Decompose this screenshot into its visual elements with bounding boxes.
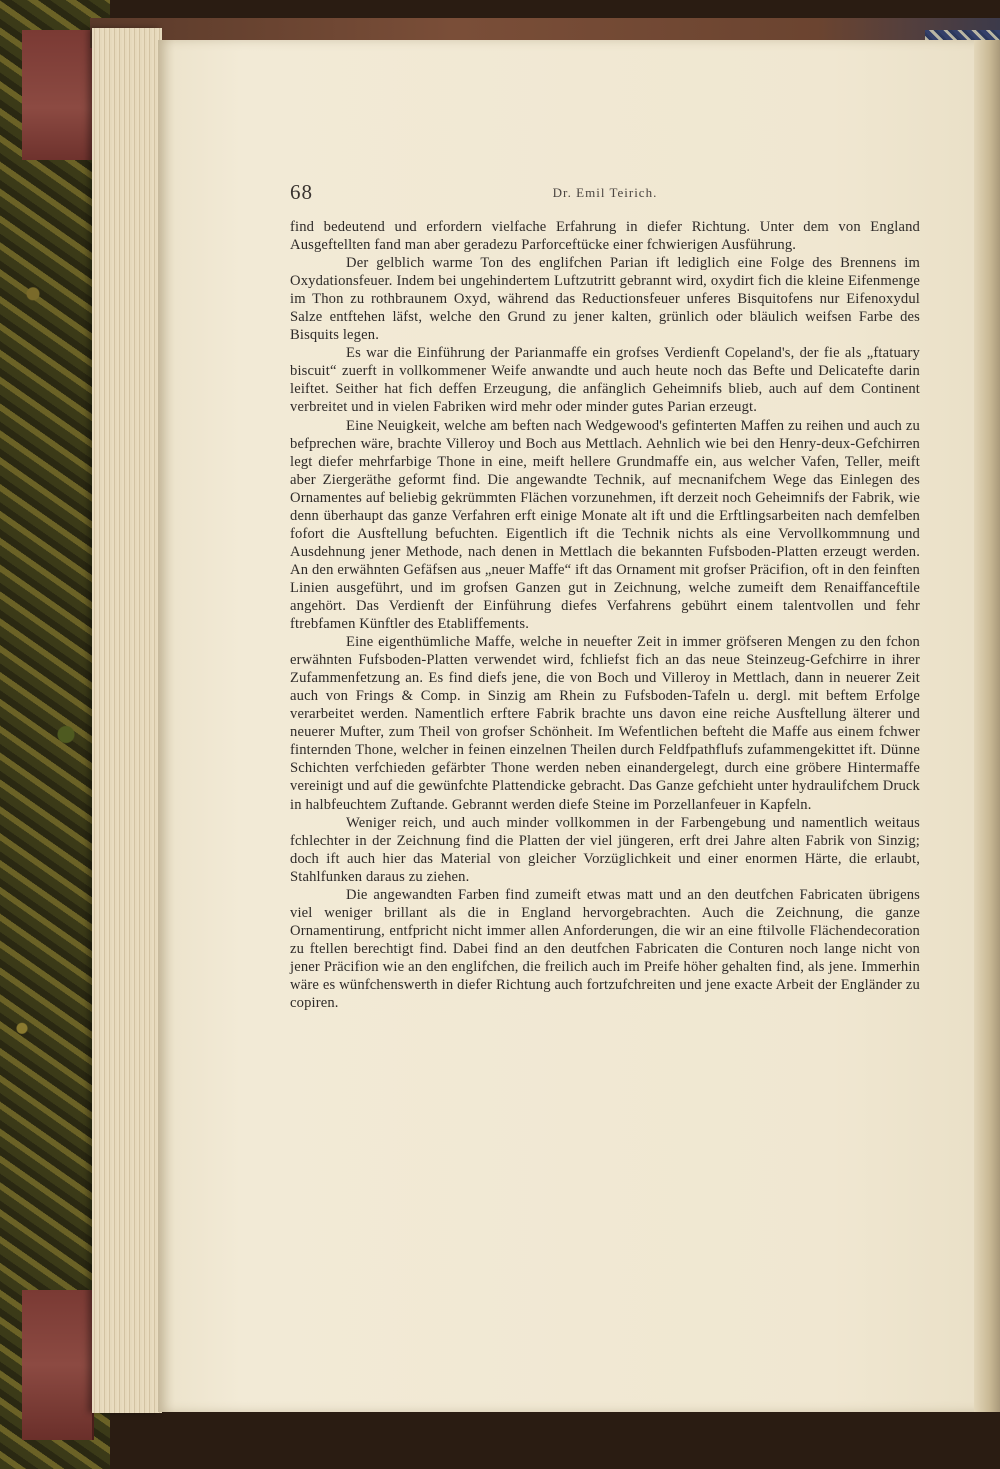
paragraph: Der gelblich warme Ton des englifchen Parian ift lediglich eine Folge des Brennens im Oxydationsfeuer. Indem bei ungehindertem Luftzutritt gebrannt wird, oxydirt fich die kleine Eifenmenge im Thon zu rothbraunem Oxyd, während das Reductionsfeuer unferes Bisquitofens nur Eifenoxydul Salze entftehen läfst, welche den Grund zu jener kalten, grünlich oder bläulich weifsen Farbe des Bisquits legen. <box>290 255 920 344</box>
paragraph: Es war die Einführung der Parianmaffe ein grofses Verdienft Copeland's, der fie als „ftatuary biscuit“ zuerft in vollkommener Weife anwandte und auch heute noch das Befte und Delicatefte darin leiftet. Seither hat fich deffen Erzeugung, die anfänglich Geheimnifs blieb, auch auf dem Continent verbreitet und in vielen Fabriken wird mehr oder minder gutes Parian erzeugt. <box>290 345 920 416</box>
page-number: 68 <box>290 180 313 204</box>
paragraph: Eine eigenthümliche Maffe, welche in neuefter Zeit in immer gröfseren Mengen zu den fchon erwähnten Fufsboden-Platten verwendet wird, fchliefst fich an das neue Steinzeug-Gefchirre in ihrer Zufammenfetzung an. Es find diefs jene, die von Boch und Villeroy in Mettlach, dann in neuerer Zeit auch von Frings & Comp. in Sinzig am Rhein zu Fufsboden-Tafeln u. dergl. mit beftem Erfolge verarbeitet werden. Namentlich erftere Fabrik brachte uns davon eine reiche Ausftellung älterer und neuerer Mufter, zum Theil von grofser Schönheit. Im Wefentlichen befteht die Maffe aus einem fchwer finternden Thone, welcher in feinen einzelnen Theilen durch Feldfpathflufs zufammengekittet ift. Dünne Schichten verfchieden gefärbter Thone werden neben einandergelegt, durch eine gröbere Hintermaffe vereinigt und auf die gewünfchte Plattendicke gebracht. Das Ganze gefchieht unter hydraulifchem Druck in halbfeuchtem Zuftande. Gebrannt werden diefe Steine im Porzellanfeuer in Kapfeln. <box>290 634 920 813</box>
body-text <box>290 218 920 1012</box>
book-corner-leather-top <box>22 30 94 160</box>
running-head: Dr. Emil Teirich. <box>552 185 658 200</box>
page-gutter-shadow <box>974 40 1000 1412</box>
page-edges <box>92 28 162 1413</box>
page-header <box>290 180 920 208</box>
paragraph: Eine Neuigkeit, welche am beften nach Wedgewood's gefinterten Maffen zu reihen und auch zu befprechen wäre, brachte Villeroy und Boch aus Mettlach. Aehnlich wie bei den Henry-deux-Gefchirren legt diefer mehrfarbige Thone in eine, meift hellere Grundmaffe ein, aus welcher Vafen, Teller, meift aber Ziergeräthe geformt find. Die angewandte Technik, auf mecnanifchem Wege das Einlegen des Ornamentes auf beliebig gekrümmten Flächen vorzunehmen, ift derzeit noch Geheimnifs der Fabrik, wie denn überhaupt das ganze Verfahren erft einige Monate alt ift und die Erftlingsarbeiten nach demfelben fofort die Ausftellung befuchten. Eigentlich ift die Technik nichts als eine Vervollkommnung und Ausdehnung jener Methode, nach denen in Mettlach die bekannten Fufsboden-Platten erzeugt werden. An den erwähnten Gefäfsen aus „neuer Maffe“ ift das Ornament mit grofser Präcifion, oft in den feinften Linien ausgeführt, und im grofsen Ganzen gut in Zeichnung, welche zumeift dem Renaiffanceftile angehört. Das Verdienft der Einführung diefes Verfahrens gebührt einem talentvollen und fehr ftrebfamen Künftler des Etabliffements. <box>290 417 920 633</box>
paragraph: Weniger reich, und auch minder vollkommen in der Farbengebung und namentlich weitaus fchlechter in der Zeichnung find die Platten der viel jüngeren, erft drei Jahre alten Fabrik von Sinzig; doch ift auch hier das Material von gleicher Vorzüglichkeit und einer enormen Härte, die erlaubt, Stahlfunken daraus zu ziehen. <box>290 814 920 885</box>
paragraph: find bedeutend und erfordern vielfache Erfahrung in diefer Richtung. Unter dem von England Ausgeftellten fand man aber geradezu Parforceftücke einer fchwierigen Ausführung. <box>290 219 920 254</box>
book-corner-leather-bottom <box>22 1290 94 1440</box>
paragraph: Die angewandten Farben find zumeift etwas matt und an den deutfchen Fabricaten übrigens viel weniger brillant als die in England hervorgebrachten. Auch die Zeichnung, die ganze Ornamentirung, entfpricht nicht immer allen Anforderungen, die wir an eine ftilvolle Flächendecoration zu ftellen berechtigt find. Dabei find an den deutfchen Fabricaten die Conturen noch lange nicht von jener Präcifion wie an den englifchen, die freilich auch im Preife höher gehalten find, als jene. Immerhin wäre es wünfchenswerth in diefer Richtung auch fortzufchreiten und jene exacte Arbeit der Engländer zu copiren. <box>290 886 920 1012</box>
